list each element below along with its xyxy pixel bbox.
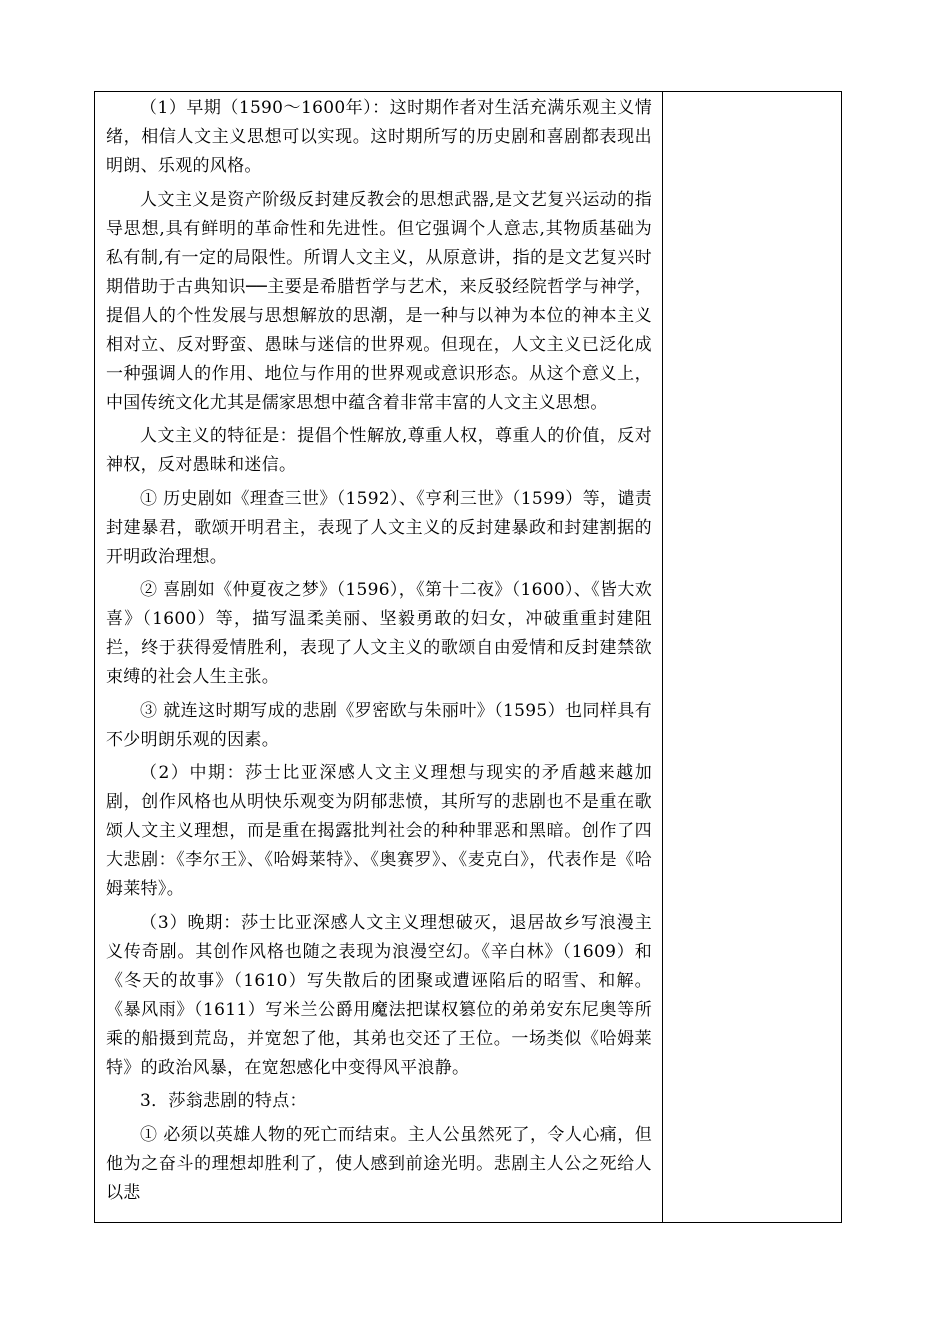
paragraph-early-period: （1）早期（1590～1600年）：这时期作者对生活充满乐观主义情绪，相信人文主义思想可以实现。这时期所写的历史剧和喜剧都表现出明朗、乐观的风格。 [106, 98, 652, 176]
paragraph-middle-period: （2）中期：莎士比亚深感人文主义理想与现实的矛盾越来越加剧，创作风格也从明快乐观变为阴郁悲愤，其所写的悲剧也不是重在歌颂人文主义理想，而是重在揭露批判社会的种种罪恶和黑暗。创作了四大悲剧：《李尔王》、《哈姆莱特》、《奥赛罗》、《麦克白》，代表作是《哈姆莱特》。 [106, 763, 652, 899]
notes-column [663, 92, 841, 1222]
paragraph-romeo-juliet: ③ 就连这时期写成的悲剧《罗密欧与朱丽叶》（1595）也同样具有不少明朗乐观的因素。 [106, 700, 652, 750]
paragraph-history-plays: ① 历史剧如《理查三世》（1592）、《亨利三世》（1599）等，谴责封建暴君，歌颂开明君主，表现了人文主义的反封建暴政和封建割据的开明政治理想。 [106, 488, 652, 567]
paragraph-comedies: ② 喜剧如《仲夏夜之梦》（1596），《第十二夜》（1600）、《皆大欢喜》（1600）等，描写温柔美丽、坚毅勇敢的妇女，冲破重重封建阻拦，终于获得爱情胜利，表现了人文主义的歌颂自由爱情和反封建禁欲束缚的社会人生主张。 [106, 580, 652, 687]
paragraph-tragedy-heading: 3．莎翁悲剧的特点： [140, 1091, 307, 1111]
paragraph-late-period: （3）晚期：莎士比亚深感人文主义理想破灭，退居故乡写浪漫主义传奇剧。其创作风格也随之表现为浪漫空幻。《辛白林》（1609）和《冬天的故事》（1610）写失散后的团聚或遭诬陷后的昭雪、和解。《暴风雨》（1611）写米兰公爵用魔法把谋权篡位的弟弟安东尼奥等所乘的船摄到荒岛，并宽恕了他，其弟也交还了王位。一场类似《哈姆莱特》的政治风暴，在宽恕感化中变得风平浪静。 [106, 912, 652, 1078]
content-table [94, 91, 842, 1223]
paragraph-tragedy-feature-1: ① 必须以英雄人物的死亡而结束。主人公虽然死了，令人心痛，但他为之奋斗的理想却胜利了，使人感到前途光明。悲剧主人公之死给人以悲 [106, 1124, 652, 1203]
text-column [95, 92, 663, 1222]
paragraph-humanism-features: 人文主义的特征是：提倡个性解放,尊重人权，尊重人的价值，反对神权，反对愚昧和迷信。 [106, 426, 652, 475]
paragraph-humanism-definition: 人文主义是资产阶级反封建反教会的思想武器,是文艺复兴运动的指导思想,具有鲜明的革命性和先进性。但它强调个人意志,其物质基础为私有制,有一定的局限性。所谓人文主义，从原意讲，指的是文艺复兴时期借助于古典知识──主要是希腊哲学与艺术，来反驳经院哲学与神学，提倡人的个性发展与思想解放的思潮，是一种与以神为本位的神本主义相对立、反对野蛮、愚昧与迷信的世界观。但现在，人文主义已泛化成一种强调人的作用、地位与作用的世界观或意识形态。从这个意义上，中国传统文化尤其是儒家思想中蕴含着非常丰富的人文主义思想。 [106, 189, 652, 413]
